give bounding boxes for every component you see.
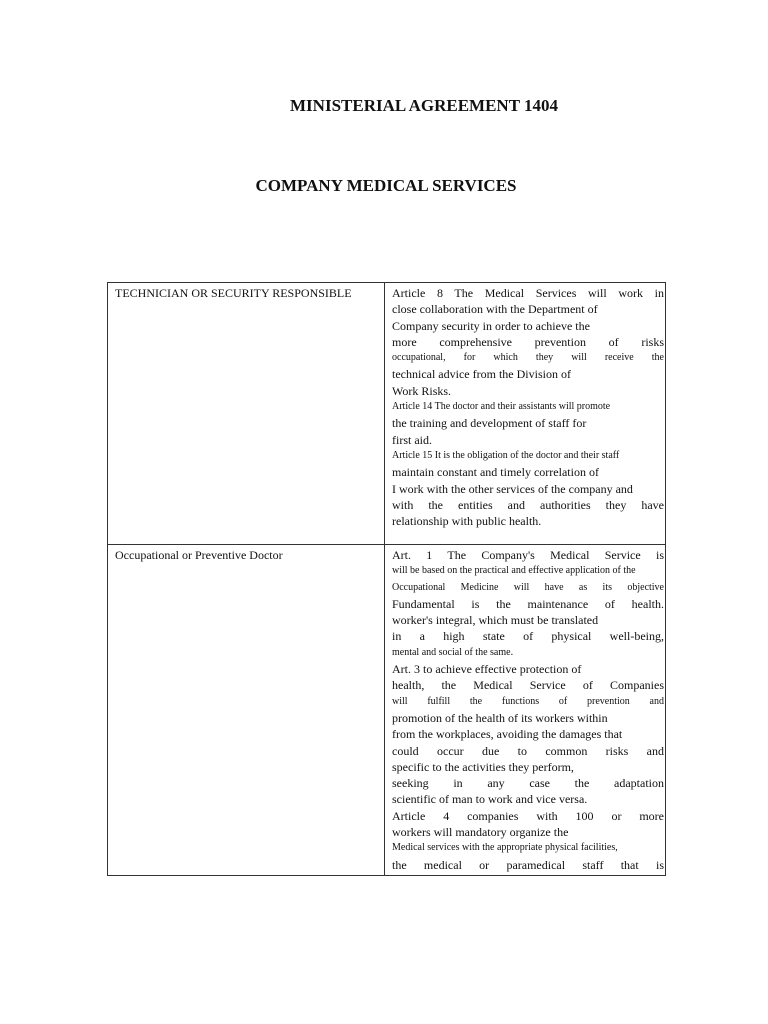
- article-text-line: the training and development of staff for: [392, 416, 587, 431]
- article-text-line: the medical or paramedical staff that is: [392, 857, 664, 872]
- article-text-line: Company security in order to achieve the: [392, 318, 590, 333]
- articles-cell: [385, 283, 665, 544]
- article-text-line: Article 4 companies with 100 or more: [392, 808, 664, 823]
- article-text-line: occupational, for which they will receive the: [392, 352, 664, 364]
- article-text-line: I work with the other services of the company and: [392, 481, 633, 496]
- article-text-line: specific to the activities they perform,: [392, 759, 574, 774]
- article-text-line: seeking in any case the adaptation: [392, 776, 664, 791]
- article-text-line: will be based on the practical and effective application of the: [392, 565, 636, 577]
- article-text-line: Occupational Medicine will have as its objective: [392, 581, 664, 593]
- article-text-line: Art. 1 The Company's Medical Service is: [392, 548, 664, 562]
- article-text-line: relationship with public health.: [392, 514, 542, 529]
- article-text-line: health, the Medical Service of Companies: [392, 678, 664, 693]
- document-subtitle: COMPANY MEDICAL SERVICES: [255, 176, 517, 195]
- article-text-line: close collaboration with the Department of: [392, 302, 598, 317]
- article-text-line: Fundamental is the maintenance of health.: [392, 596, 664, 611]
- table-row: [108, 545, 665, 875]
- article-text-line: maintain constant and timely correlation of: [392, 465, 599, 480]
- article-text-line: with the entities and authorities they have: [392, 497, 664, 512]
- responsibilities-table: [107, 282, 666, 876]
- article-text-line: will fulfill the functions of prevention and: [392, 695, 664, 707]
- article-text-line: promotion of the health of its workers within: [392, 710, 608, 725]
- article-text-line: scientific of man to work and vice versa.: [392, 792, 588, 807]
- article-text-line: from the workplaces, avoiding the damages that: [392, 727, 623, 742]
- article-text-line: technical advice from the Division of: [392, 367, 571, 382]
- article-text-line: in a high state of physical well-being,: [392, 629, 664, 644]
- articles-cell: [385, 545, 665, 875]
- article-text-line: first aid.: [392, 432, 432, 447]
- article-text-line: workers will mandatory organize the: [392, 825, 569, 840]
- article-text-line: more comprehensive prevention of risks: [392, 334, 664, 349]
- document-title: MINISTERIAL AGREEMENT 1404: [290, 96, 558, 115]
- article-text-line: could occur due to common risks and: [392, 743, 664, 758]
- article-text-line: Article 14 The doctor and their assistants will promote: [392, 401, 611, 413]
- article-text-line: Article 15 It is the obligation of the doctor and their staff: [392, 449, 620, 461]
- article-text-line: Article 8 The Medical Services will work in: [392, 286, 664, 300]
- article-text-line: mental and social of the same.: [392, 646, 514, 658]
- role-cell: TECHNICIAN OR SECURITY RESPONSIBLE: [108, 283, 385, 544]
- article-text-line: Work Risks.: [392, 383, 452, 398]
- article-text-line: Art. 3 to achieve effective protection of: [392, 662, 582, 677]
- article-text-line: Medical services with the appropriate physical facilities,: [392, 842, 618, 854]
- article-text-line: worker's integral, which must be translated: [392, 613, 599, 628]
- role-cell: Occupational or Preventive Doctor: [108, 545, 385, 875]
- table-row: [108, 283, 665, 545]
